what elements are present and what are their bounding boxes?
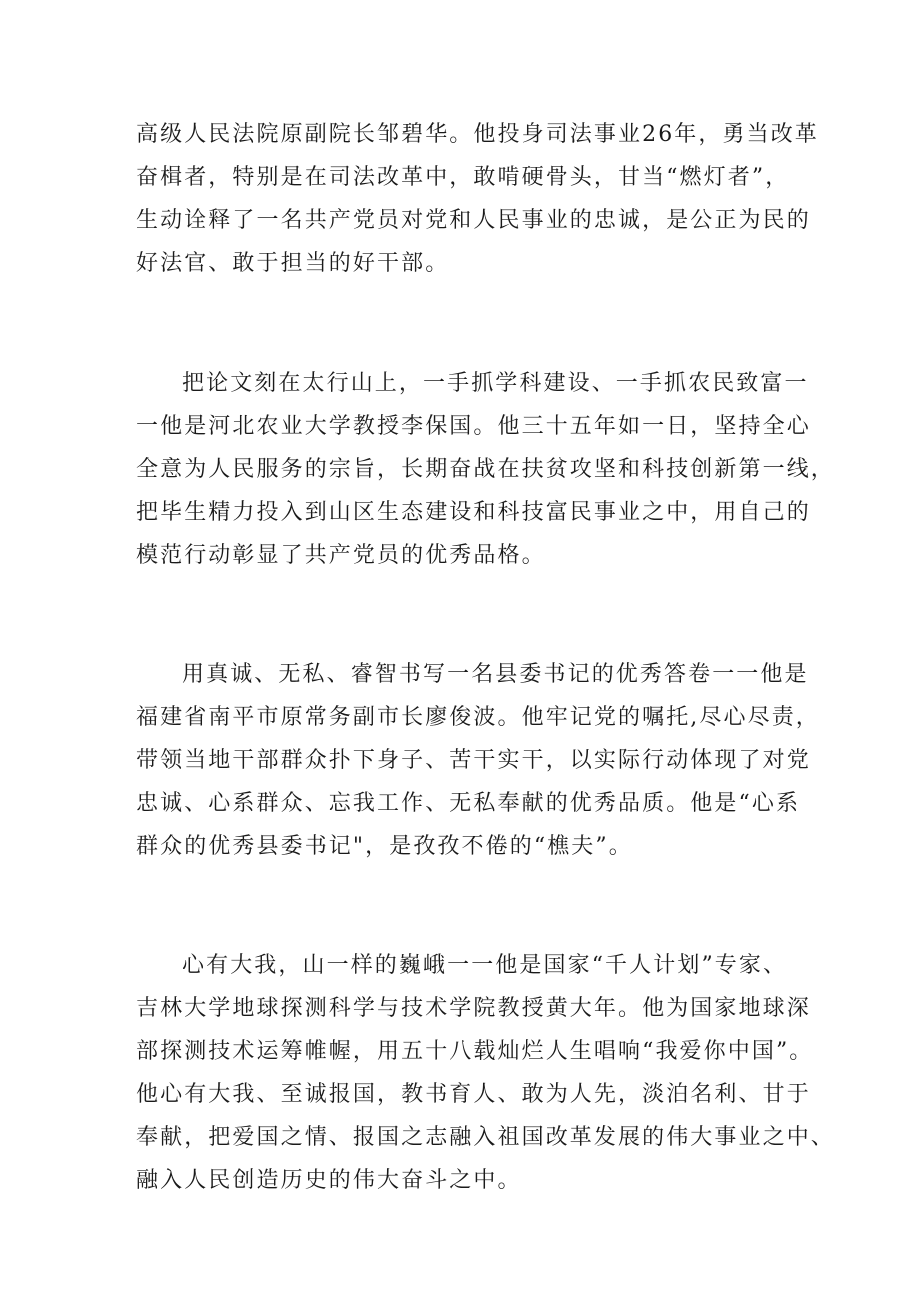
paragraph-line: 福建省南平市原常务副市长廖俊波。他牢记党的嘱托,尽心尽责， bbox=[136, 705, 820, 730]
paragraph-line: 用真诚、无私、睿智书写一名县委书记的优秀答卷一一他是 bbox=[182, 662, 809, 687]
paragraph-line: 把毕生精力投入到山区生态建设和科技富民事业之中，用自己的 bbox=[136, 500, 811, 525]
paragraph-zou-bihua bbox=[136, 113, 826, 285]
paragraph-line: 带领当地干部群众扑下身子、苦干实干，以实际行动体现了对党 bbox=[136, 748, 811, 773]
paragraph-line: 高级人民法院原副院长邹碧华。他投身司法事业26年，勇当改革 bbox=[136, 122, 819, 147]
paragraph-li-baoguo bbox=[136, 362, 835, 577]
paragraph-line: 奋楫者，特别是在司法改革中，敢啃硬骨头，甘当“燃灯者”， bbox=[136, 165, 790, 190]
paragraph-liao-junbo bbox=[136, 653, 826, 868]
paragraph-line: 好法官、敢于担当的好干部。 bbox=[136, 251, 450, 276]
paragraph-line: 奉献，把爱国之情、报国之志融入祖国改革发展的伟大事业之中、 bbox=[136, 1125, 835, 1150]
paragraph-line: 生动诠释了一名共产党员对党和人民事业的忠诚，是公正为民的 bbox=[136, 208, 811, 233]
paragraph-line: 忠诚、心系群众、忘我工作、无私奉献的优秀品质。他是“心系 bbox=[136, 791, 801, 816]
paragraph-line: 模范行动彰显了共产党员的优秀品格。 bbox=[136, 543, 546, 568]
paragraph-line: 他心有大我、至诚报国，教书育人、敢为人先，淡泊名利、甘于 bbox=[136, 1082, 811, 1107]
paragraph-line: 一他是河北农业大学教授李保国。他三十五年如一日，坚持全心 bbox=[136, 414, 811, 439]
paragraph-line: 吉林大学地球探测科学与技术学院教授黄大年。他为国家地球深 bbox=[136, 996, 811, 1021]
paragraph-line: 心有大我，山一样的巍峨一一他是国家“千人计划”专家、 bbox=[182, 953, 788, 978]
paragraph-line: 把论文刻在太行山上，一手抓学科建设、一手抓农民致富一 bbox=[182, 371, 809, 396]
paragraph-huang-danian bbox=[136, 944, 835, 1202]
paragraph-line: 融入人民创造历史的伟大奋斗之中。 bbox=[136, 1168, 522, 1193]
paragraph-line: 全意为人民服务的宗旨，长期奋战在扶贫攻坚和科技创新第一线， bbox=[136, 457, 835, 482]
paragraph-line: 群众的优秀县委书记"，是孜孜不倦的“樵夫”。 bbox=[136, 834, 633, 859]
paragraph-line: 部探测技术运筹帷幄，用五十八载灿烂人生唱响“我爱你中国”。 bbox=[136, 1039, 814, 1064]
